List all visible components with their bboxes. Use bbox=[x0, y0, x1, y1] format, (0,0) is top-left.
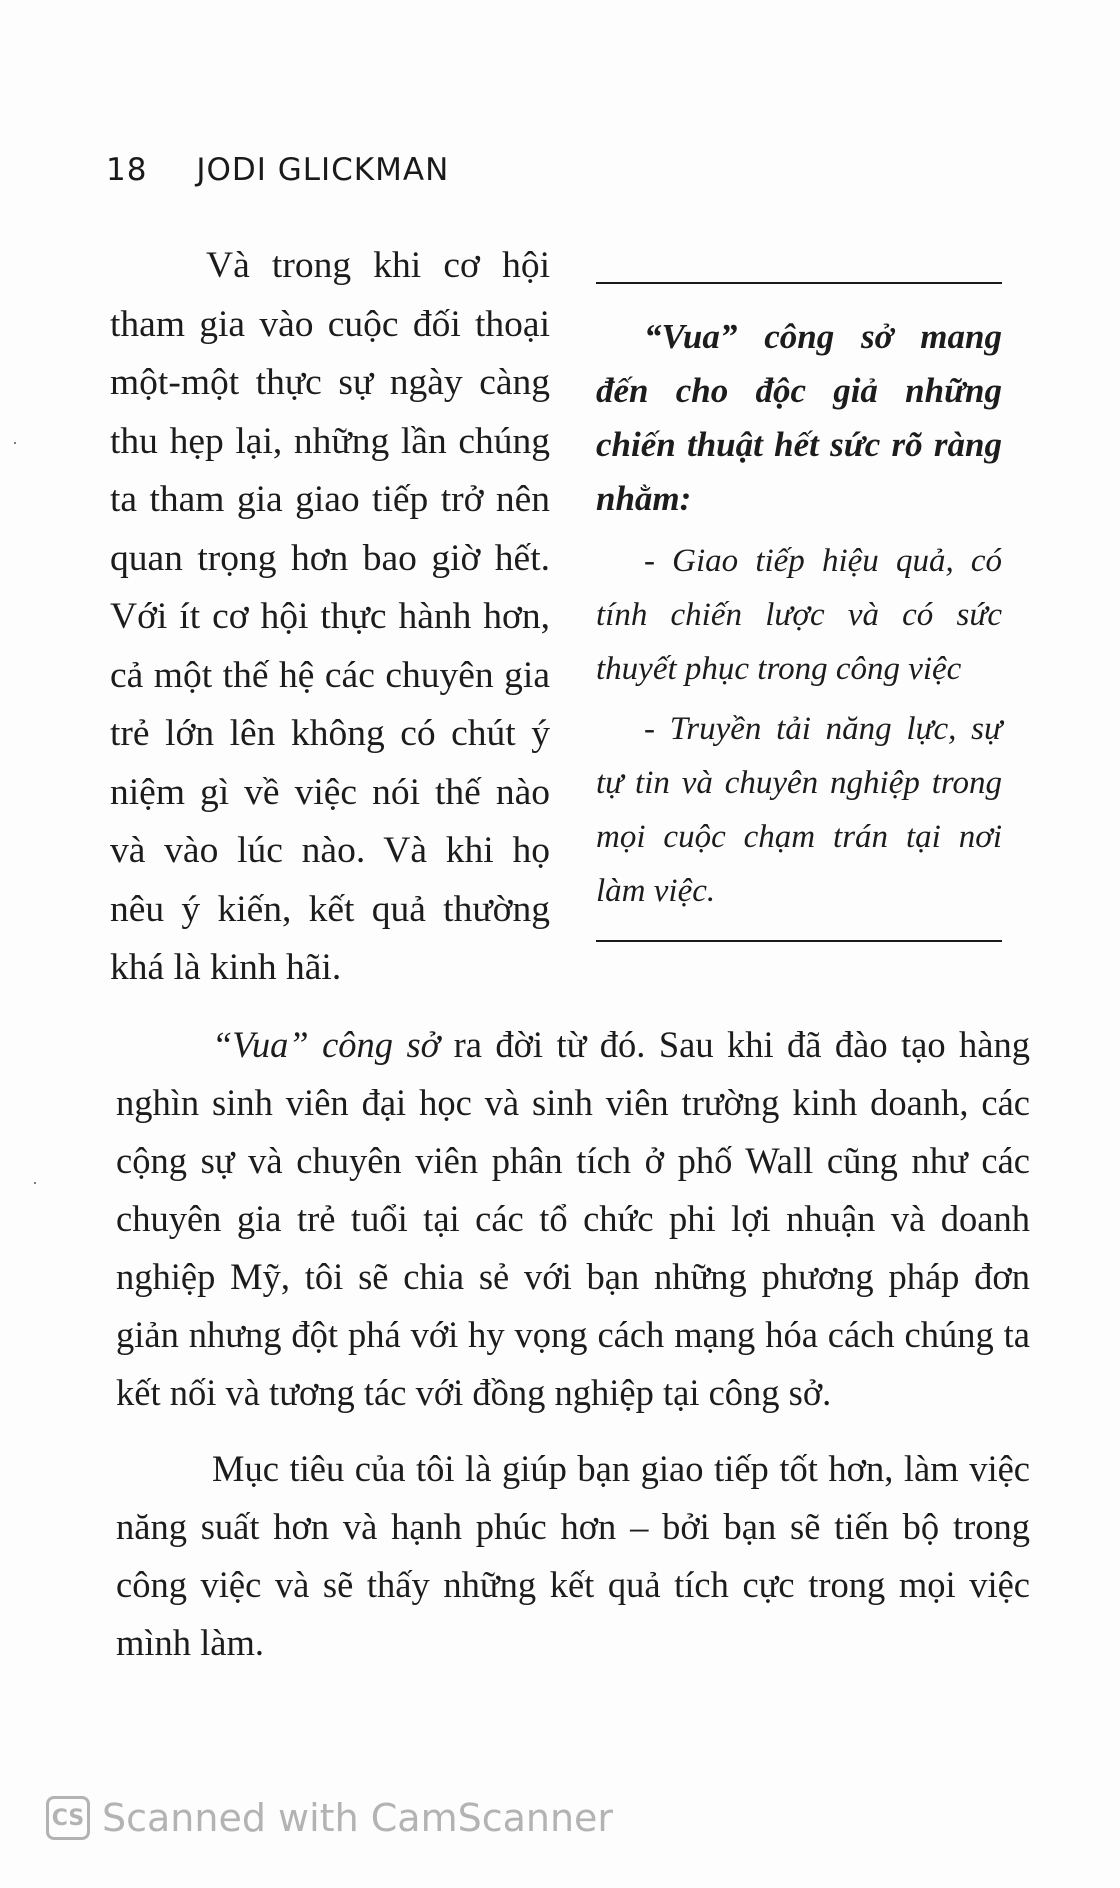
scanner-watermark bbox=[46, 1796, 613, 1840]
body-paragraph-2: Mục tiêu của tôi là giúp bạn giao tiếp tốt hơn, làm việc năng suất hơn và hạnh phúc hơn – bởi bạn sẽ tiến bộ trong công việc và sẽ thấy những kết quả tích cực trong mọi việc mình làm. bbox=[116, 1448, 1030, 1663]
page-number: 18 bbox=[106, 152, 148, 188]
pull-quote-box bbox=[596, 282, 1002, 942]
body-paragraph-1 bbox=[116, 1016, 1030, 1422]
book-title-italic: “Vua” công sở bbox=[212, 1024, 441, 1065]
left-column-paragraph: Và trong khi cơ hội tham gia vào cuộc đối thoại một-một thực sự ngày càng thu hẹp lại, những lần chúng ta tham gia giao tiếp trở nên quan trọng hơn bao giờ hết. Với ít cơ hội thực hành hơn, cả một thế hệ các chuyên gia trẻ lớn lên không có chút ý niệm gì về việc nói thế nào và vào lúc nào. Và khi họ nêu ý kiến, kết quả thường khá là kinh hãi. bbox=[110, 245, 550, 988]
pull-quote-bullet: - Giao tiếp hiệu quả, có tính chiến lược và có sức thuyết phục trong công việc bbox=[596, 543, 1002, 687]
pull-quote-top-rule bbox=[596, 282, 1002, 284]
scan-speck bbox=[34, 1182, 36, 1184]
pull-quote-title: “Vua” công sở mang đến cho độc giả những chiến thuật hết sức rõ ràng nhằm: bbox=[596, 317, 1002, 518]
camscanner-logo-icon: CS bbox=[46, 1796, 90, 1840]
page-header bbox=[106, 152, 449, 188]
scan-speck bbox=[14, 442, 16, 444]
body-paragraph-1-text: ra đời từ đó. Sau khi đã đào tạo hàng nghìn sinh viên đại học và sinh viên trường kinh doanh, các cộng sự và chuyên viên phân tích ở phố Wall cũng như các chuyên gia trẻ tuổi tại các tổ chức phi lợi nhuận và doanh nghiệp Mỹ, tôi sẽ chia sẻ với bạn những phương pháp đơn giản nhưng đột phá với hy vọng cách mạng hóa cách chúng ta kết nối và tương tác với đồng nghiệp tại công sở. bbox=[116, 1024, 1030, 1413]
pull-quote-bullet: - Truyền tải năng lực, sự tự tin và chuyên nghiệp trong mọi cuộc chạm trán tại nơi làm việc. bbox=[596, 711, 1002, 909]
watermark-text: Scanned with CamScanner bbox=[102, 1796, 614, 1840]
running-head-author: JODI GLICKMAN bbox=[196, 152, 450, 188]
pull-quote-bottom-rule bbox=[596, 940, 1002, 942]
